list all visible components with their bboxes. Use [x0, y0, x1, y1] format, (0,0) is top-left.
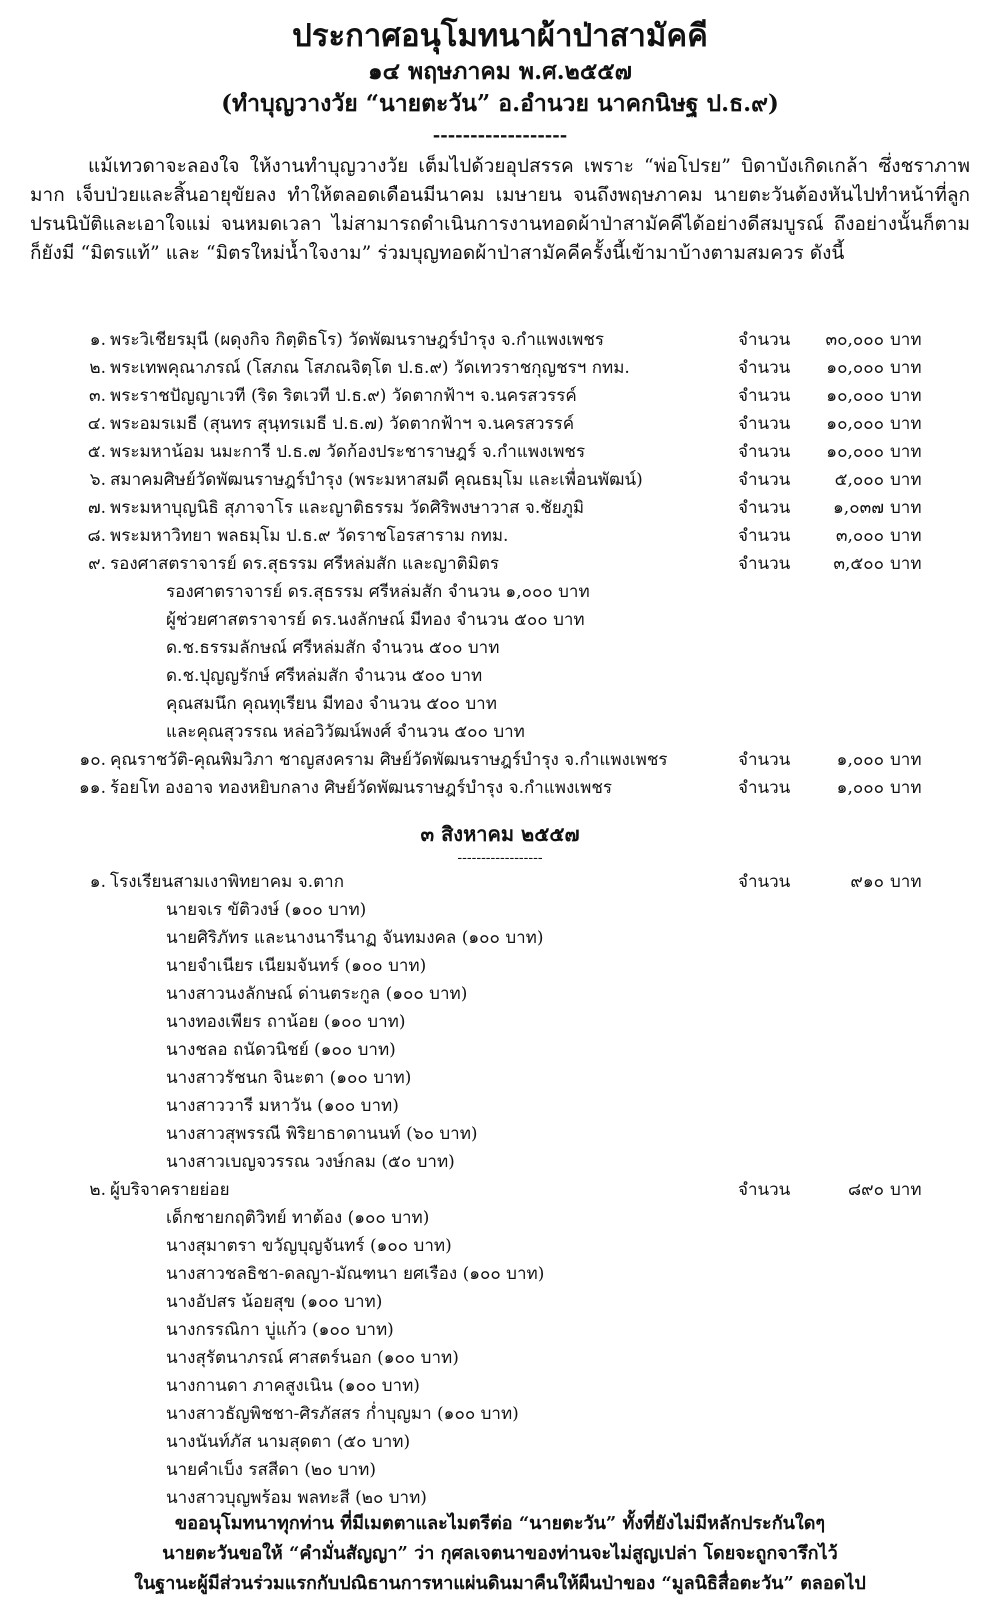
closing-line: ในฐานะผู้มีส่วนร่วมแรกกับปณิธานการหาแผ่นดินมาคืนให้ผืนป่าของ “มูลนิธิสื่อตะวัน” ตลอดไป — [134, 1573, 866, 1594]
donor-name: พระราชปัญญาเวที (ริด ริตเวที ป.ธ.๙) วัดตากฟ้าฯ จ.นครสวรรค์ — [110, 386, 577, 406]
amount-unit: บาท — [890, 414, 922, 434]
donor-number: ๒. — [89, 1180, 106, 1200]
donor-row — [0, 522, 1000, 550]
donor-amount: ๕,๐๐๐ — [834, 470, 884, 490]
donor-detail: นางสาวบุญพร้อม พลทะสี (๒๐ บาท) — [166, 1488, 427, 1508]
donor-number: ๕. — [87, 442, 106, 462]
amount-label: จำนวน — [738, 526, 791, 546]
donor-row — [0, 354, 1000, 382]
donor-name: รองศาสตราจารย์ ดร.สุธรรม ศรีหล่มสัก และญาติมิตร — [110, 554, 500, 574]
donor-name: คุณราชวัติ-คุณพิมวิภา ชาญสงคราม ศิษย์วัดพัฒนราษฎร์บำรุง จ.กำแพงเพชร — [110, 750, 668, 770]
donor-name: พระอมรเมธี (สุนทร สุนฺทรเมธี ป.ธ.๗) วัดตากฟ้าฯ จ.นครสวรรค์ — [110, 414, 575, 434]
donor-amount: ๑๐,๐๐๐ — [826, 386, 884, 406]
donor-detail: นายศิริภัทร และนางนารีนาฏ จันทมงคล (๑๐๐ บาท) — [166, 928, 544, 948]
donor-row — [0, 382, 1000, 410]
donor-name: พระวิเชียรมุนี (ผดุงกิจ กิตฺติธโร) วัดพัฒนราษฎร์บำรุง จ.กำแพงเพชร — [110, 330, 605, 350]
donor-detail: นางสาวนงลักษณ์ ด่านตระกูล (๑๐๐ บาท) — [166, 984, 468, 1004]
donor-row — [0, 746, 1000, 774]
donor-name: พระมหาน้อม นมะการี ป.ธ.๗ วัดก้องประชาราษฎร์ จ.กำแพงเพชร — [110, 442, 586, 462]
donor-name: พระมหาวิทยา พลธมฺโม ป.ธ.๙ วัดราชโอรสาราม กทม. — [110, 526, 509, 546]
amount-unit: บาท — [890, 358, 922, 378]
amount-label: จำนวน — [738, 330, 791, 350]
amount-unit: บาท — [890, 554, 922, 574]
donor-row — [0, 1176, 1000, 1204]
donor-row — [0, 868, 1000, 896]
donor-detail: รองศาตราจารย์ ดร.สุธรรม ศรีหล่มสัก จำนวน ๑,๐๐๐ บาท — [166, 582, 590, 602]
donor-amount: ๑,๐๓๗ — [833, 498, 884, 518]
donor-number: ๒. — [89, 358, 106, 378]
announcement-date: ๑๔ พฤษภาคม พ.ศ.๒๕๕๗ — [368, 58, 632, 85]
closing-line: นายตะวันขอให้ “คำมั่นสัญญา” ว่า กุศลเจตนาของท่านจะไม่สูญเปล่า โดยจะถูกจารึกไว้ — [162, 1543, 838, 1564]
donor-detail: นางทองเพียร ถาน้อย (๑๐๐ บาท) — [166, 1012, 406, 1032]
amount-unit: บาท — [890, 442, 922, 462]
donor-number: ๑๑. — [79, 778, 106, 798]
donor-row — [0, 410, 1000, 438]
donor-amount: ๑,๐๐๐ — [836, 778, 884, 798]
donor-detail: ผู้ช่วยศาสตราจารย์ ดร.นงลักษณ์ มีทอง จำนวน ๕๐๐ บาท — [166, 610, 585, 630]
donor-row — [0, 466, 1000, 494]
donor-detail: นางกานดา ภาคสูงเนิน (๑๐๐ บาท) — [166, 1376, 420, 1396]
donor-detail: นางสุรัตนาภรณ์ ศาสตร์นอก (๑๐๐ บาท) — [166, 1348, 459, 1368]
donor-amount: ๑,๐๐๐ — [836, 750, 884, 770]
amount-label: จำนวน — [738, 1180, 791, 1200]
donor-detail: นายคำเบ็ง รสสีดา (๒๐ บาท) — [166, 1460, 377, 1480]
donor-detail: นางสาวรัชนก จินะตา (๑๐๐ บาท) — [166, 1068, 412, 1088]
donor-detail: นางชลอ ถนัดวนิชย์ (๑๐๐ บาท) — [166, 1040, 396, 1060]
header-divider: ------------------ — [432, 125, 568, 146]
donor-row — [0, 326, 1000, 354]
amount-label: จำนวน — [738, 778, 791, 798]
donor-detail: และคุณสุวรรณ หล่อวิวัฒน์พงศ์ จำนวน ๕๐๐ บาท — [166, 722, 525, 742]
amount-label: จำนวน — [738, 750, 791, 770]
amount-unit: บาท — [890, 330, 922, 350]
donor-name: ผู้บริจาครายย่อย — [110, 1180, 230, 1200]
donor-number: ๑. — [89, 872, 106, 892]
donor-amount: ๓,๕๐๐ — [833, 554, 884, 574]
donor-amount: ๑๐,๐๐๐ — [826, 414, 884, 434]
donor-detail: นางสาวชลธิชา-ดลญา-มัณฑนา ยศเรือง (๑๐๐ บาท) — [166, 1264, 545, 1284]
donor-number: ๗. — [87, 498, 106, 518]
donor-name: สมาคมศิษย์วัดพัฒนราษฎร์บำรุง (พระมหาสมดี คุณธมฺโม และเพื่อนพัฒน์) — [110, 470, 643, 490]
amount-label: จำนวน — [738, 498, 791, 518]
amount-label: จำนวน — [738, 386, 791, 406]
amount-label: จำนวน — [738, 442, 791, 462]
donor-number: ๘. — [87, 526, 106, 546]
amount-unit: บาท — [890, 386, 922, 406]
donor-amount: ๓๐,๐๐๐ — [825, 330, 884, 350]
amount-label: จำนวน — [738, 470, 791, 490]
donor-number: ๑๐. — [79, 750, 106, 770]
donor-number: ๔. — [87, 414, 106, 434]
donor-detail: นางสาวเบญจวรรณ วงษ์กลม (๕๐ บาท) — [166, 1152, 455, 1172]
donor-detail: ด.ช.ธรรมลักษณ์ ศรีหล่มสัก จำนวน ๕๐๐ บาท — [166, 638, 500, 658]
donor-row — [0, 774, 1000, 802]
donor-amount: ๘๙๐ — [848, 1180, 884, 1200]
donor-amount: ๙๑๐ — [850, 872, 884, 892]
amount-label: จำนวน — [738, 414, 791, 434]
announcement-subtitle: (ทำบุญวางวัย “นายตะวัน” อ.อำนวย นาคกนิษฐ ป.ธ.๙) — [221, 90, 779, 117]
donor-detail: คุณสมนึก คุณทุเรียน มีทอง จำนวน ๕๐๐ บาท — [166, 694, 497, 714]
section2-divider: ------------------ — [457, 850, 543, 866]
amount-unit: บาท — [890, 778, 922, 798]
intro-paragraph — [30, 152, 970, 268]
donor-name: โรงเรียนสามเงาพิทยาคม จ.ตาก — [110, 872, 345, 892]
donor-amount: ๑๐,๐๐๐ — [826, 358, 884, 378]
donor-detail: นายจำเนียร เนียมจันทร์ (๑๐๐ บาท) — [166, 956, 427, 976]
amount-label: จำนวน — [738, 358, 791, 378]
amount-unit: บาท — [890, 872, 922, 892]
donor-detail: ด.ช.ปุญญรักษ์ ศรีหล่มสัก จำนวน ๕๐๐ บาท — [166, 666, 483, 686]
section2-date: ๓ สิงหาคม ๒๕๕๗ — [420, 822, 580, 846]
donor-name: พระมหาบุญนิธิ สุภาจาโร และญาติธรรม วัดศิริพงษาวาส จ.ชัยภูมิ — [110, 498, 585, 518]
closing-line: ขออนุโมทนาทุกท่าน ที่มีเมตตาและไมตรีต่อ “นายตะวัน” ทั้งที่ยังไม่มีหลักประกันใดๆ — [174, 1513, 826, 1534]
donor-detail: นางสาวสุพรรณี พิริยาธาดานนท์ (๖๐ บาท) — [166, 1124, 478, 1144]
donor-detail: นางสาววารี มหาวัน (๑๐๐ บาท) — [166, 1096, 399, 1116]
amount-unit: บาท — [890, 526, 922, 546]
donor-number: ๖. — [89, 470, 106, 490]
donor-amount: ๑๐,๐๐๐ — [826, 442, 884, 462]
donor-detail: นางกรรณิกา บู่แก้ว (๑๐๐ บาท) — [166, 1320, 394, 1340]
donor-detail: นางสาวธัญพิชชา-ศิรภัสสร ก่ำบุญมา (๑๐๐ บาท) — [166, 1404, 519, 1424]
amount-unit: บาท — [890, 750, 922, 770]
donor-row — [0, 438, 1000, 466]
donor-number: ๓. — [88, 386, 106, 406]
intro-text: แม้เทวดาจะลองใจ ให้งานทำบุญวางวัย เต็มไปด้วยอุปสรรค เพราะ “พ่อโปรย” บิดาบังเกิดเกล้า ซึ่งชราภาพมาก เจ็บป่วยและสิ้นอายุขัยลง ทำให้ตลอดเดือนมีนาคม เมษายน จนถึงพฤษภาคม นายตะวันต้องหันไปทำหน้าที่ลูกปรนนิบัติและเอาใจแม่ จนหมดเวลา ไม่สามารถดำเนินการงานทอดผ้าป่าสามัคคีได้อย่างดีสมบูรณ์ ถึงอย่างนั้นก็ตาม ก็ยังมี “มิตรแท้” และ “มิตรใหม่น้ำใจงาม” ร่วมบุญทอดผ้าป่าสามัคคีครั้งนี้เข้ามาบ้างตามสมควร ดังนี้ — [30, 155, 970, 264]
donor-name: ร้อยโท องอาจ ทองหยิบกลาง ศิษย์วัดพัฒนราษฎร์บำรุง จ.กำแพงเพชร — [110, 778, 612, 798]
donor-name: พระเทพคุณาภรณ์ (โสภณ โสภณจิตฺโต ป.ธ.๙) วัดเทวราชกุญชรฯ กทม. — [110, 358, 630, 378]
amount-unit: บาท — [890, 498, 922, 518]
amount-unit: บาท — [890, 1180, 922, 1200]
donor-detail: นางนันท์ภัส นามสุดตา (๕๐ บาท) — [166, 1432, 411, 1452]
amount-unit: บาท — [890, 470, 922, 490]
donor-row — [0, 494, 1000, 522]
donor-number: ๙. — [88, 554, 106, 574]
amount-label: จำนวน — [738, 554, 791, 574]
donor-detail: นายจเร ขัติวงษ์ (๑๐๐ บาท) — [166, 900, 367, 920]
donor-detail: นางสุมาตรา ขวัญบุญจันทร์ (๑๐๐ บาท) — [166, 1236, 452, 1256]
donor-detail: เด็กชายกฤติวิทย์ ทาต้อง (๑๐๐ บาท) — [166, 1208, 430, 1228]
page-title: ประกาศอนุโมทนาผ้าป่าสามัคคี — [292, 18, 708, 54]
donor-number: ๑. — [89, 330, 106, 350]
donor-row — [0, 550, 1000, 578]
amount-label: จำนวน — [738, 872, 791, 892]
donor-detail: นางอัปสร น้อยสุข (๑๐๐ บาท) — [166, 1292, 383, 1312]
donor-amount: ๓,๐๐๐ — [835, 526, 884, 546]
